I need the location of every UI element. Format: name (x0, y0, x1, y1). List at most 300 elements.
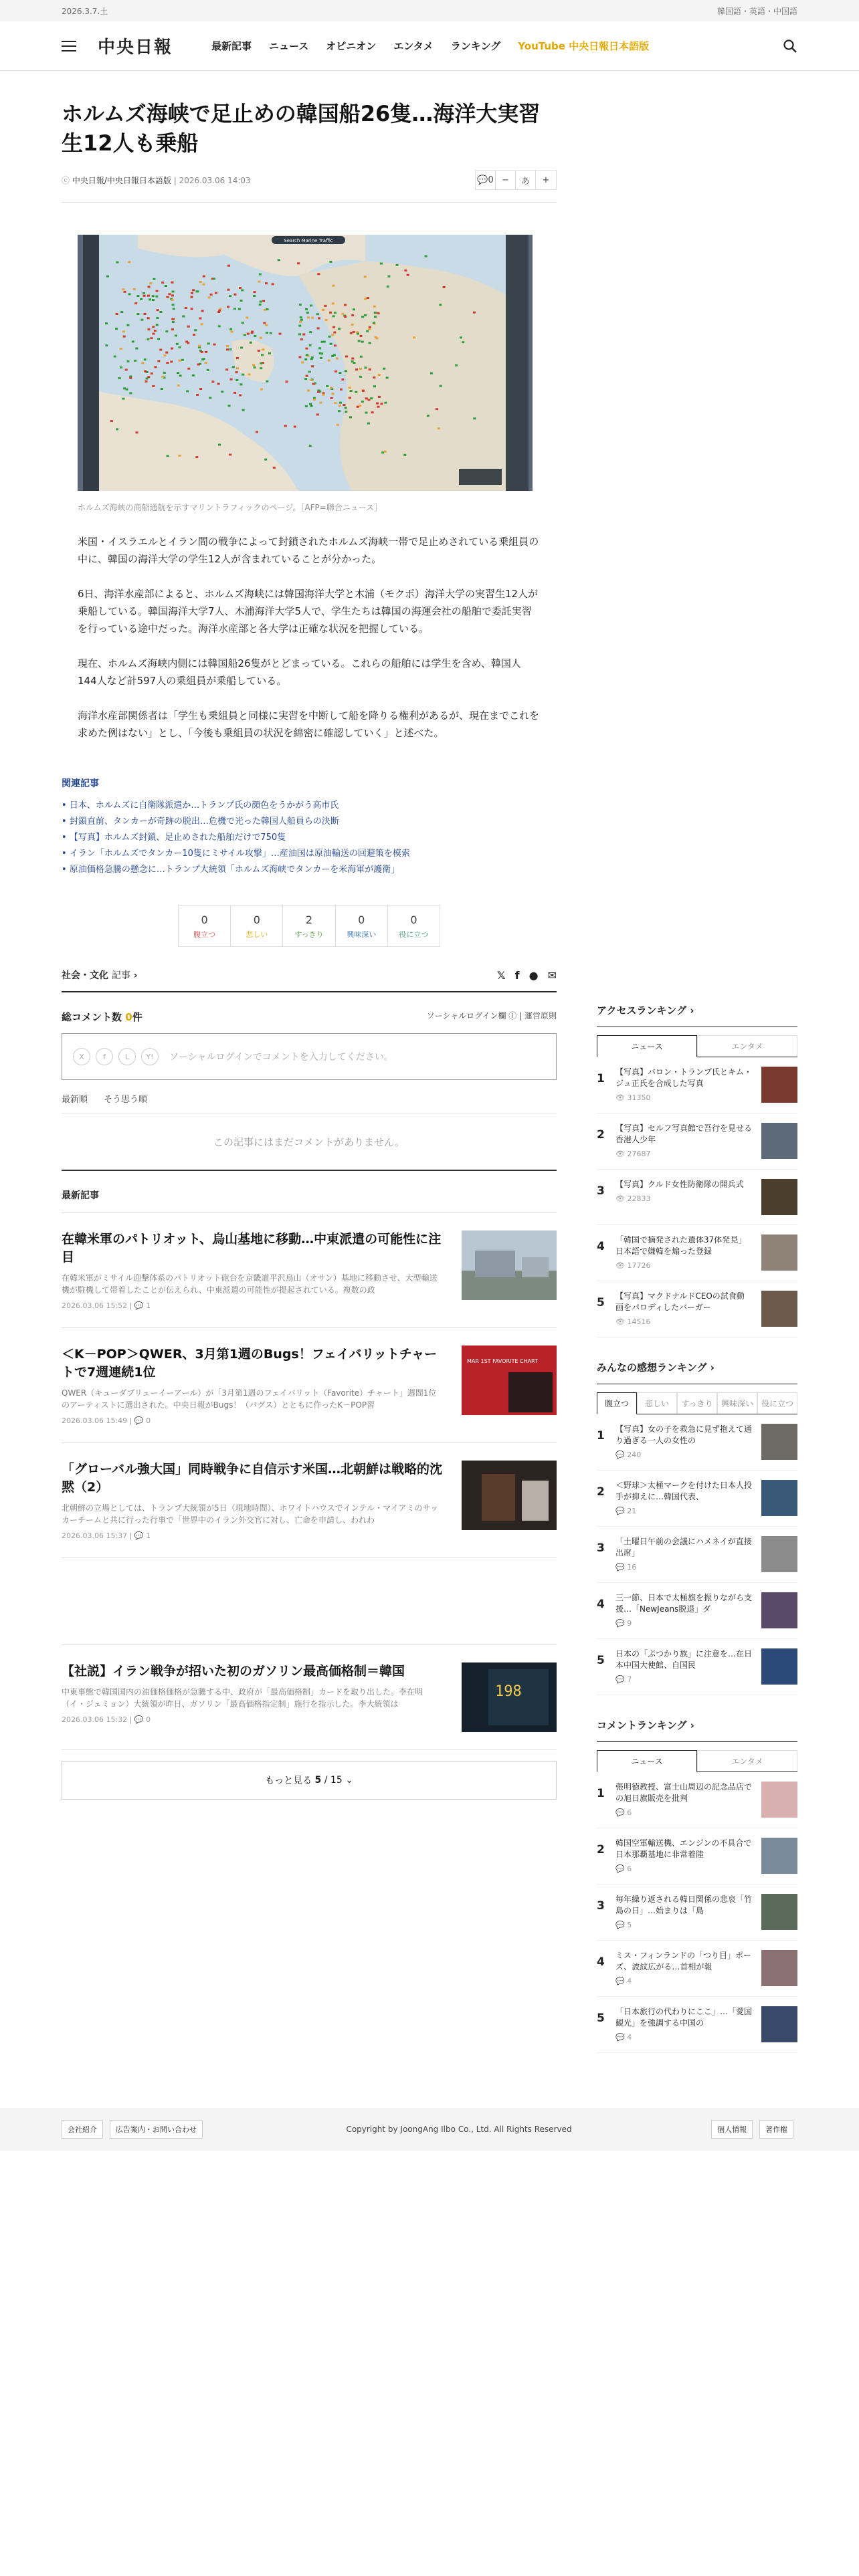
font-decrease-button[interactable]: − (496, 171, 516, 189)
ship-marker (239, 287, 242, 289)
comment-ranking-heading[interactable]: コメントランキング › (597, 1718, 797, 1742)
top-bar (0, 0, 859, 21)
ship-marker (377, 406, 380, 408)
nav-ranking[interactable]: ランキング (450, 40, 501, 52)
reaction-interesting[interactable]: 0 興味深い (336, 905, 388, 946)
reaction-buttons (178, 905, 440, 947)
ship-marker (148, 328, 151, 330)
ship-marker (304, 378, 307, 380)
comment-icon: 💬 (615, 1921, 625, 1929)
tab-news[interactable]: ニュース (597, 1750, 697, 1772)
ship-marker (134, 302, 137, 304)
ship-marker (279, 333, 282, 335)
ship-marker (324, 305, 326, 307)
ship-marker (218, 325, 221, 327)
ship-marker (191, 292, 193, 294)
ship-marker (194, 329, 197, 331)
ship-marker (167, 455, 169, 457)
ranking-thumbnail (761, 1235, 797, 1271)
ship-marker (133, 288, 136, 290)
ship-marker (152, 295, 155, 297)
ship-marker (165, 330, 168, 332)
comment-icon: 💬 (615, 1864, 625, 1873)
reaction-angry[interactable]: 0 腹立つ (179, 905, 231, 946)
line-login-icon[interactable]: L (118, 1048, 136, 1065)
latest-heading: 最新記事 (62, 1188, 557, 1213)
ship-marker (177, 385, 180, 387)
ship-marker (349, 387, 351, 389)
ship-marker (142, 362, 145, 364)
ship-marker (368, 399, 371, 401)
ship-marker (330, 397, 333, 399)
ranking-thumbnail (761, 1950, 797, 1986)
ranking-item[interactable]: 5 「日本旅行の代わりにここ」…「愛国観光」を強調する中国の 💬 4 (597, 1997, 797, 2053)
ship-marker (240, 346, 243, 348)
ship-marker (161, 282, 164, 284)
ranking-title: 【写真】女の子を救急に見ず抱えて通り過ぎる一人の女性の (615, 1424, 753, 1445)
ship-marker (196, 290, 199, 292)
comment-input[interactable] (62, 1033, 557, 1080)
ship-marker (265, 324, 268, 326)
eye-icon: 👁 (615, 1317, 625, 1326)
article-title: ホルムズ海峡で足止めの韓国船26隻…海洋大実習生12人も乗船 (62, 101, 541, 156)
ship-marker (153, 278, 155, 280)
ship-marker (172, 321, 175, 323)
comment-placeholder: ソーシャルログインでコメントを入力してください。 (169, 1052, 393, 1063)
ranking-item[interactable]: 3 【写真】クルド女性防衛隊の開兵式 👁 22833 (597, 1170, 797, 1225)
nav-youtube[interactable]: YouTube 中央日報日本語版 (518, 40, 650, 52)
latest-article[interactable]: ＜K－POP＞QWER、3月第1週のBugs！フェイバリットチャートで7週連続1位 QWER（キューダブリューイーアール）が「3月第1週のフェイバリット（Favorite）チャート」週間1位のアーティストに選出された。中央日報がBugs！（バグス）とともに作ったK－POP習 2026.03.06 15:49 | 💬 0 MAR 1ST FAVORITE CHART (62, 1328, 557, 1443)
ship-marker (238, 308, 241, 310)
ship-marker (260, 389, 263, 391)
ship-marker (148, 286, 151, 288)
search-icon[interactable] (783, 39, 797, 53)
ship-marker (311, 365, 314, 367)
ship-marker (270, 332, 272, 334)
ship-marker (378, 396, 381, 398)
ship-marker (140, 319, 143, 321)
ship-marker (199, 281, 202, 283)
nav-opinion[interactable]: オピニオン (326, 40, 377, 52)
ship-marker (231, 331, 233, 333)
ship-marker (316, 313, 319, 315)
ship-marker (341, 379, 344, 381)
ship-marker (201, 358, 204, 360)
ship-marker (378, 374, 381, 376)
site-footer (0, 2108, 859, 2151)
more-button[interactable]: もっと見る 5 / 15 ⌄ (62, 1761, 557, 1800)
related-item[interactable]: • 封鎖直前、タンカーが奇跡の脱出…危機で光った韓国人船員らの決断 (62, 817, 339, 827)
ship-marker (338, 328, 341, 330)
ship-marker (124, 291, 126, 293)
ship-marker (369, 368, 371, 370)
tab-refreshed[interactable]: すっきり (677, 1392, 717, 1414)
ship-marker (247, 333, 250, 335)
ship-marker (331, 334, 334, 336)
comment-icon: 💬 (477, 175, 488, 185)
ship-marker (147, 376, 150, 378)
ship-marker (171, 328, 174, 330)
ship-marker (345, 411, 347, 413)
ship-marker (191, 296, 193, 298)
facebook-icon[interactable]: f (514, 968, 520, 982)
ship-marker (310, 305, 312, 307)
feel-ranking-tabs (597, 1392, 797, 1414)
comment-icon: 💬 (615, 1977, 625, 1985)
ship-marker (317, 327, 320, 329)
ship-marker (259, 304, 262, 306)
ship-marker (126, 360, 129, 362)
ship-marker (256, 431, 258, 433)
rank-number: 1 (597, 1072, 605, 1085)
ship-marker (302, 334, 305, 336)
ship-marker (221, 391, 223, 393)
ship-marker (298, 325, 301, 327)
ship-marker (110, 420, 113, 422)
ship-marker (182, 316, 185, 318)
ship-marker (240, 300, 243, 302)
article-datetime: 2026.03.06 14:03 (179, 175, 251, 185)
ship-marker (116, 313, 118, 315)
ranking-item[interactable]: 2 ＜野球＞太極マークを付けた日本人投手が抑えに…韓国代表、 💬 21 (597, 1471, 797, 1527)
comment-ranking-tabs (597, 1750, 797, 1772)
ship-marker (349, 397, 351, 399)
ship-marker (266, 308, 269, 310)
ship-marker (317, 391, 320, 393)
ship-marker (332, 302, 335, 304)
ship-marker (339, 402, 342, 404)
no-comments-message: この記事にはまだコメントがありません。 (62, 1113, 557, 1171)
comment-count-button[interactable]: 💬 0 (476, 171, 496, 189)
article-thumbnail (462, 1461, 557, 1530)
copyright-text: Copyright by JoongAng Ilbo Co., Ltd. All Rights Reserved (346, 2125, 572, 2134)
x-icon[interactable]: 𝕏 (496, 968, 506, 982)
ship-marker (359, 405, 361, 407)
ship-marker (236, 357, 239, 359)
rank-number: 2 (597, 1128, 605, 1142)
ranking-title: 【写真】クルド女性防衛隊の開兵式 (615, 1180, 744, 1189)
ship-marker (306, 312, 309, 314)
ship-marker (381, 451, 384, 453)
ranking-item[interactable]: 1 張明徳教授、富士山周辺の記念品店での旭日旗販売を批判 💬 6 (597, 1772, 797, 1828)
ranking-item[interactable]: 4 ミス・フィンランドの「つり目」ポーズ、波紋広がる…首相が報 💬 4 (597, 1941, 797, 1997)
main-nav (211, 39, 649, 53)
ship-marker (226, 345, 229, 347)
ship-marker (396, 264, 399, 266)
ship-marker (320, 402, 322, 404)
ship-marker (185, 307, 187, 309)
ship-marker (373, 306, 376, 308)
ship-marker (285, 381, 288, 383)
tab-interesting[interactable]: 興味深い (717, 1392, 757, 1414)
ship-marker (353, 308, 355, 310)
ship-marker (179, 360, 181, 362)
ship-marker (360, 335, 363, 337)
ship-marker (233, 392, 236, 394)
ship-marker (307, 316, 310, 318)
tab-entertainment[interactable]: エンタメ (697, 1750, 797, 1772)
site-header (0, 21, 859, 71)
ship-marker (175, 334, 177, 336)
ship-marker (374, 316, 377, 318)
ship-marker (263, 322, 266, 324)
ship-marker (318, 317, 320, 319)
ranking-item[interactable]: 3 毎年繰り返される韓日関係の悲哀「竹島の日」…始まりは「島 💬 5 (597, 1885, 797, 1941)
ship-marker (147, 295, 150, 297)
ship-marker (242, 374, 244, 376)
ship-marker (156, 290, 159, 292)
ship-marker (244, 334, 246, 336)
ship-marker (116, 261, 118, 263)
ship-marker (265, 282, 268, 284)
ship-marker (380, 263, 383, 265)
comment-icon: 💬 (615, 1808, 625, 1817)
ship-marker (207, 369, 209, 371)
ship-marker (172, 291, 175, 293)
ship-marker (384, 402, 387, 404)
ship-marker (171, 299, 174, 301)
ship-marker (120, 348, 122, 350)
rank-number: 1 (597, 1787, 605, 1800)
ship-marker (128, 293, 131, 295)
ship-marker (326, 385, 328, 387)
mail-icon[interactable]: ✉ (547, 968, 557, 982)
tab-news[interactable]: ニュース (597, 1035, 697, 1057)
ship-marker (344, 304, 347, 306)
ship-marker (258, 350, 260, 352)
ship-marker (171, 348, 173, 350)
language-links[interactable]: 韓国語・英語・中国語 (717, 6, 797, 16)
ship-marker (151, 337, 153, 339)
policy-link[interactable]: 運営原則 (524, 1011, 557, 1021)
ship-marker (355, 368, 358, 370)
ship-marker (166, 362, 169, 364)
ship-marker (165, 285, 167, 287)
ship-marker (259, 274, 262, 276)
ship-marker (202, 284, 205, 286)
ranking-item[interactable]: 3 「土曜日午前の会議にハメネイが直接出席」 💬 16 (597, 1527, 797, 1583)
ship-marker (310, 379, 312, 381)
sort-agree[interactable]: そう思う順 (104, 1095, 148, 1105)
ship-marker (242, 409, 245, 411)
ship-marker (260, 301, 262, 303)
ship-marker (351, 314, 354, 316)
ship-marker (300, 316, 302, 318)
ship-marker (361, 316, 364, 318)
ship-marker (413, 336, 415, 338)
ship-marker (425, 255, 427, 257)
facebook-login-icon[interactable]: f (96, 1048, 113, 1065)
ship-marker (177, 372, 179, 374)
related-item[interactable]: • 原油価格急騰の懸念に…トランプ大統領「ホルムズ海峡でタンカーを米海軍が護衛」 (62, 865, 400, 875)
ship-marker (322, 309, 324, 311)
tab-sad[interactable]: 悲しい (637, 1392, 677, 1414)
tab-entertainment[interactable]: エンタメ (697, 1035, 797, 1057)
ship-marker (208, 296, 211, 298)
ship-marker (136, 313, 139, 315)
ship-marker (136, 431, 138, 433)
category-bar (62, 968, 557, 992)
ship-marker (373, 377, 375, 379)
eye-icon: 👁 (615, 1261, 625, 1270)
ship-marker (144, 313, 147, 315)
ship-marker (215, 292, 217, 294)
ranking-title: 「日本旅行の代わりにここ」…「愛国観光」を強調する中国の (615, 2007, 753, 2028)
ship-marker (329, 312, 332, 314)
ship-marker (473, 312, 476, 314)
ship-marker (320, 357, 322, 359)
ship-marker (232, 366, 235, 368)
ship-marker (105, 344, 108, 346)
ship-marker (333, 332, 336, 334)
ship-marker (140, 298, 142, 300)
sort-newest[interactable]: 最新順 (62, 1095, 88, 1105)
ranking-title: 韓国空軍輸送機、エンジンの不具合で日本那覇基地に非常着陸 (615, 1838, 752, 1859)
ship-marker (299, 304, 302, 306)
comment-sort (62, 1092, 557, 1113)
ship-marker (129, 377, 132, 379)
ship-marker (242, 322, 244, 324)
ship-marker (123, 336, 126, 338)
ads-contact-button[interactable]: 広告案内・お問い合わせ (110, 2120, 203, 2139)
ranking-item[interactable]: 2 韓国空軍輸送機、エンジンの不具合で日本那覇基地に非常着陸 💬 6 (597, 1828, 797, 1885)
ship-marker (262, 300, 265, 302)
nav-news[interactable]: ニュース (269, 40, 309, 52)
svg-text:MAR 1ST FAVORITE CHART: MAR 1ST FAVORITE CHART (467, 1358, 538, 1364)
ship-marker (199, 388, 202, 390)
ship-marker (387, 276, 390, 278)
ship-marker (120, 366, 122, 368)
copyright-button[interactable]: 著作権 (759, 2120, 793, 2139)
ship-marker (307, 390, 310, 392)
ship-marker (171, 282, 174, 284)
ship-marker (195, 456, 198, 458)
tab-useful[interactable]: 役に立つ (757, 1392, 797, 1414)
ship-marker (427, 415, 430, 417)
ship-marker (235, 371, 238, 373)
ship-marker (332, 393, 335, 395)
ship-marker (187, 342, 189, 344)
font-increase-button[interactable]: + (542, 175, 550, 185)
related-item[interactable]: • 【写真】ホルムズ封鎖、足止めされた船舶だけで750隻 (62, 833, 286, 843)
ship-marker (179, 455, 181, 457)
reaction-sad[interactable]: 0 悲しい (231, 905, 283, 946)
privacy-button[interactable]: 個人情報 (711, 2120, 753, 2139)
company-button[interactable]: 会社紹介 (62, 2120, 103, 2139)
related-item[interactable]: • 日本、ホルムズに自衛隊派遣か…トランプ氏の顔色をうかがう高市氏 (62, 800, 339, 811)
ship-marker (318, 347, 321, 349)
ship-marker (227, 289, 230, 291)
ship-marker (201, 323, 203, 325)
ship-marker (144, 370, 147, 372)
rank-number: 4 (597, 1598, 605, 1611)
ship-marker (156, 324, 159, 326)
rank-number: 1 (597, 1429, 605, 1442)
ship-marker (338, 410, 341, 412)
ranking-thumbnail (761, 1291, 797, 1327)
ranking-item[interactable]: 5 日本の「ぷつかり族」に注意を…在日本中国大使館、自国民 💬 7 (597, 1639, 797, 1695)
ship-marker (294, 426, 296, 428)
ship-marker (118, 377, 121, 379)
ship-marker (181, 359, 184, 361)
feel-ranking-heading[interactable]: みんなの感想ランキング › (597, 1360, 797, 1384)
ship-marker (344, 316, 347, 318)
ship-marker (436, 408, 438, 410)
latest-article[interactable]: 「グローバル強大国」同時戦争に自信示す米国…北朝鮮は戦略的沈黙（2） 北朝鮮の立場としては、トランプ大統領が5日（現地時間）、ホワイトハウスでインテル・マイアミのサッカーチームと共に行った行事で「世界中のイラン外交官に対し、亡命を申請し、われわ 2026.03.06 15:37 | 💬 1 (62, 1443, 557, 1558)
latest-article[interactable]: 【社説】イラン戦争が招いた初のガソリン最高価格制＝韓国 中東事態で韓国国内の油価格価格が急騰する中、政府が「最高価格制」カードを取り出した。李在明（イ・ジェミョン）大統領が昨日、ガソリン「最高価格指定制」施行を指示した。李大統領は 2026.03.06 15:32 | 💬 0 198 (62, 1645, 557, 1750)
ship-marker (248, 373, 250, 375)
nav-latest[interactable]: 最新記事 (211, 40, 252, 52)
menu-icon[interactable] (62, 41, 76, 51)
ship-marker (193, 334, 195, 336)
font-size-label[interactable]: あ (516, 171, 536, 189)
ship-marker (171, 318, 174, 320)
ship-marker (320, 352, 323, 354)
ship-marker (152, 299, 155, 301)
ship-marker (167, 296, 169, 298)
ship-marker (241, 290, 244, 292)
latest-article[interactable]: 在韓米軍のパトリオット、烏山基地に移動…中東派遣の可能性に注目 在韓米軍がミサイル迎撃体系のパトリオット砲台を京畿道平沢烏山（オサン）基地に移動させ、大型輸送機が駐機して帯着したことが伝えられ、中東派遣の可能性が提起されている。複数の政 2026.03.06 15:52 | 💬 1 (62, 1213, 557, 1328)
site-logo[interactable]: 中央日報 (98, 37, 173, 58)
ship-marker (337, 424, 339, 426)
rank-number: 2 (597, 1843, 605, 1856)
reaction-refreshed[interactable]: 2 すっきり (283, 905, 335, 946)
ship-marker (367, 423, 370, 425)
x-login-icon[interactable]: X (73, 1048, 90, 1065)
ranking-item[interactable]: 5 【写真】マクドナルドCEOの試食動画をパロディしたバーガー 👁 14516 (597, 1281, 797, 1337)
social-login-link[interactable]: ソーシャルログイン欄 (426, 1011, 506, 1021)
ship-marker (135, 348, 138, 350)
ship-marker (310, 405, 313, 407)
ranking-title: 日本の「ぷつかり族」に注意を…在日本中国大使館、自国民 (615, 1649, 753, 1670)
ship-marker (163, 354, 166, 356)
ship-marker (122, 330, 125, 332)
ship-marker (114, 356, 116, 358)
ranking-item[interactable]: 4 三一節、日本で太極旗を振りながら支援…「NewJeans脱退」ダ 💬 9 (597, 1583, 797, 1639)
yahoo-login-icon[interactable]: Y! (141, 1048, 159, 1065)
ship-marker (351, 358, 354, 360)
ship-marker (374, 312, 377, 314)
article-tools (475, 170, 557, 190)
ranking-item[interactable]: 1 【写真】女の子を救急に見ず抱えて通り過ぎる一人の女性の 💬 240 (597, 1414, 797, 1471)
ship-marker (145, 381, 147, 383)
ship-marker (213, 278, 215, 280)
ship-marker (386, 377, 389, 379)
ship-marker (218, 310, 221, 312)
ship-marker (199, 318, 201, 320)
ship-marker (272, 283, 274, 285)
ship-marker (155, 296, 158, 298)
ranking-item[interactable]: 4 「韓国で摘発された遺体37体発見」日本語で嫌韓を煽った登録 👁 17726 (597, 1225, 797, 1281)
ranking-item[interactable]: 2 【写真】セルフ写真館で吾行を見せる香港人少年 👁 27687 (597, 1113, 797, 1170)
share-buttons (497, 969, 557, 982)
access-ranking-heading[interactable]: アクセスランキング › (597, 1003, 797, 1027)
ship-marker (334, 402, 337, 404)
ship-marker (116, 428, 118, 430)
reaction-useful[interactable]: 0 役に立つ (399, 914, 429, 939)
nav-entertainment[interactable]: エンタメ (393, 40, 434, 52)
category-link[interactable]: 社会・文化 記事 › (62, 970, 138, 981)
comment-icon: 💬 (615, 1675, 625, 1684)
ranking-thumbnail (761, 1592, 797, 1628)
ship-marker (387, 286, 389, 288)
ship-marker (254, 335, 256, 337)
tab-angry[interactable]: 腹立つ (597, 1392, 637, 1414)
ship-marker (266, 381, 268, 383)
ranking-item[interactable]: 1 【写真】バロン・トランプ氏とキム・ジュ正氏を合成した写真 👁 31350 (597, 1057, 797, 1113)
line-icon[interactable]: ● (529, 968, 539, 982)
related-item[interactable]: • イラン「ホルムズでタンカー10隻にミサイル攻撃」…産油国は原油輸送の回避策を模索 (62, 849, 410, 859)
